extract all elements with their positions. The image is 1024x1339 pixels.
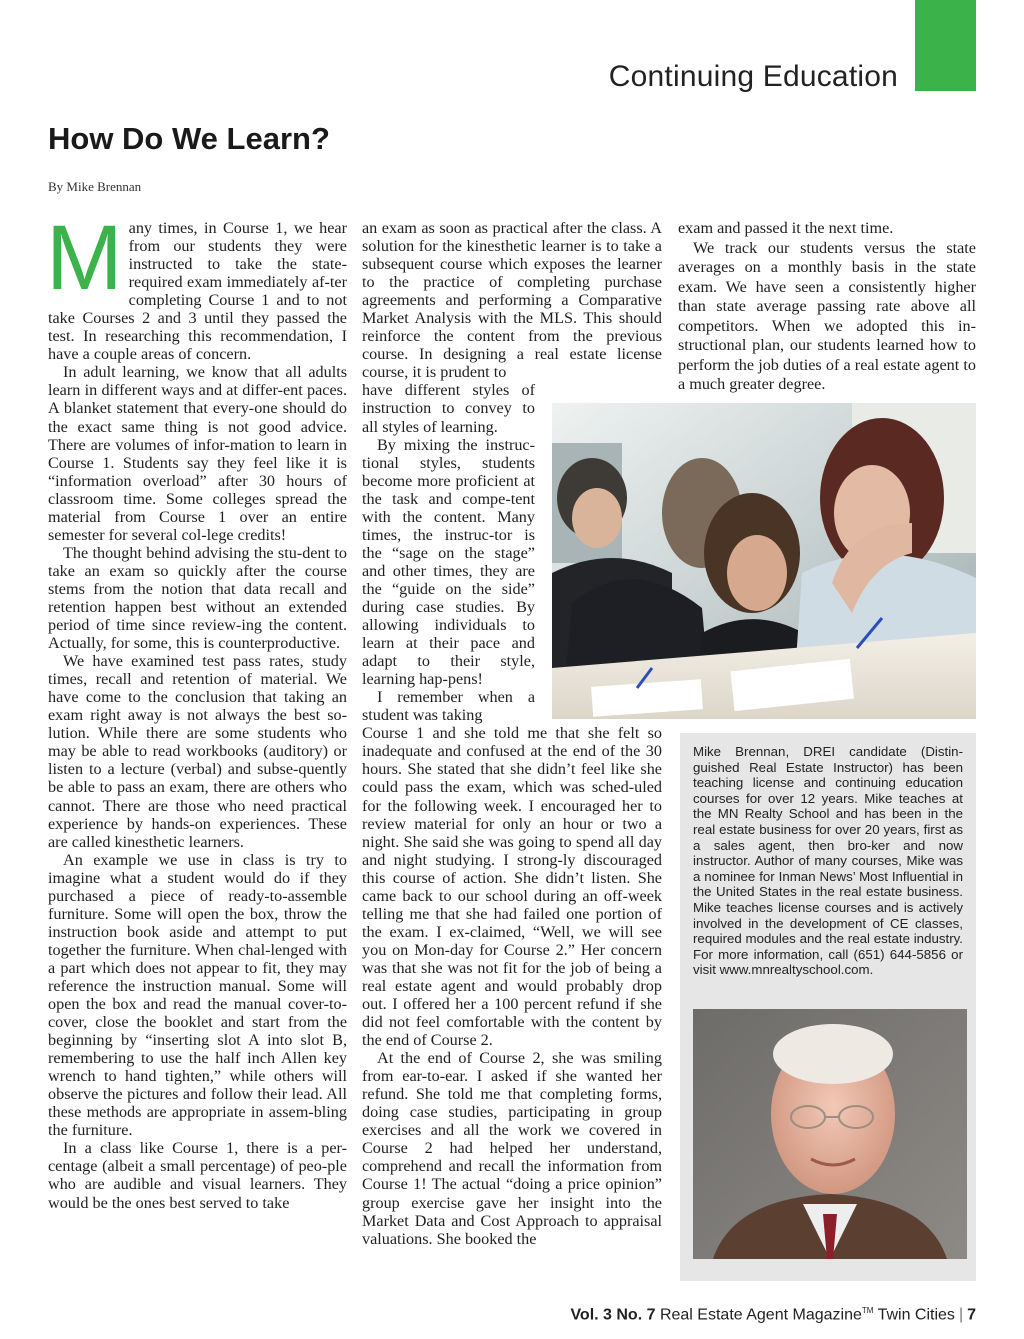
paragraph: By mixing the instruc-tional styles, students become more proficient at the task and compe-tent with the content. Many times, the instruc-tor is the “sage on the stage” and other times, they are the “guide on the side” during case studies. By allowing individuals to learn at their pace and adapt to their style, learning hap-pens! xyxy=(362,435,535,689)
paragraph: an exam as soon as practical after the class. A solution for the kinesthetic learner is to take a subsequent course which exposes the learner to the practice of completing purchase agreements and performing a Comparative Market Analysis with the MLS. This should reinforce the content from the previous course. In designing a real estate license course, it is prudent to xyxy=(362,219,662,382)
footer-magazine: Real Estate Agent Magazine xyxy=(659,1306,862,1324)
byline: By Mike Brennan xyxy=(48,179,142,194)
paragraph: Many times, in Course 1, we hear from our students they were instructed to take the state-required exam immediately af-ter completing Course 1 and to not take Courses 2 and 3 until they passed the test. In researching this recommendation, I have a couple areas of concern. xyxy=(46,207,347,364)
paragraph: We track our students versus the state averages on a monthly basis in the state exam. We have seen a consistently higher than state average passing rate above all competitors. When we adopted this in-structional plan, our students learned how to perform the job duties of a real estate agent to a much greater degree. xyxy=(678,238,976,393)
footer-separator: | xyxy=(958,1306,964,1324)
author-portrait-photo xyxy=(693,1009,967,1259)
article-column-3 xyxy=(678,219,976,395)
paragraph: An example we use in class is try to imagine what a student would do if they purchased a piece of ready-to-assemble furniture. Some will open the box, throw the instruction book aside and attempt to put together the furniture. When chal-lenged with a part which does not appear to fit, they may reference the instruction manual. Some will open the box and read the manual cover-to-cover, close the booklet and start from the beginning by “inserting slot A into slot B, remembering to use the half inch Allen key wrench to hand tighten,” while others will observe the pictures and follow their lead. All these methods are appropriate in assem-bling the furniture. xyxy=(48,850,347,1140)
paragraph: have different styles of instruction to convey to all styles of learning. xyxy=(362,381,535,436)
paragraph: Course 1 and she told me that she felt so inadequate and confused at the end of the 30 hours. She stated that she didn’t feel like she could pass the exam, which was sched-uled for the following week. I encouraged her to review material for only an hour or two a night. She said she was going to spend all day and night studying. I strong-ly discouraged this course of action. She didn’t listen. She came back to our school during an off-week telling me that she had failed one portion of the exam. I ex-claimed, “Well, we will see you on Mon-day for Course 2.” Her concern was that she was not fit for the job of being a real estate agent and would probably drop out. I offered her a 100 percent refund if she did not feel comfortable with the content by the end of Course 2. xyxy=(362,724,662,1050)
page-footer xyxy=(570,1306,976,1324)
article-title: How Do We Learn? xyxy=(48,121,330,156)
page-number: 7 xyxy=(967,1306,976,1324)
article-column-1 xyxy=(46,207,347,1212)
paragraph: I remember when a student was taking xyxy=(362,688,535,725)
footer-edition: Twin Cities xyxy=(877,1306,955,1324)
author-bio-text: Mike Brennan, DREI candidate (Distin-guished Real Estate Instructor) has been teaching license and continuing education courses for over 12 years. Mike teaches at the MN Realty School and has been in the real estate business for over 20 years, first as a sales agent, then bro-ker and now instructor. Author of many courses, Mike was a nominee for Inman News’ Most Influential in the United States in the real estate business. Mike teaches license courses and is actively involved in the development of CE classes, required modules and the real estate industry. For more information, call (651) 644-5856 or visit www.mnrealtyschool.com. xyxy=(693,744,963,978)
section-title: Continuing Education xyxy=(608,60,898,93)
paragraph: We have examined test pass rates, study times, recall and retention of material. We have come to the conclusion that taking an exam right away is not always the best so-lution. While there are some students who may be able to read workbooks (auditory) or listen to a lecture (verbal) and subse-quently be able to pass an exam, there are others who cannot. There are those who need practical experience by hands-on experiences. These are called kinesthetic learners. xyxy=(48,652,347,851)
paragraph: At the end of Course 2, she was smiling from ear-to-ear. I asked if she wanted her refund. She told me that completing forms, doing case studies, participating in group exercises and all the work we covered in Course 2 had helped her understand, comprehend and recall the information from Course 1! The actual “doing a price opinion” group exercise gave her insight into the Market Data and Cost Approach to appraisal valuations. She booked the xyxy=(362,1049,662,1248)
text-wrap-block xyxy=(362,381,535,724)
paragraph: The thought behind advising the stu-dent to take an exam so quickly after the course stems from the notion that data recall and retention happen best without an extended period of time since review-ing the content. Actually, for some, this is counterproductive. xyxy=(48,543,347,653)
students-exam-photo xyxy=(552,403,976,719)
footer-volume: Vol. 3 No. 7 xyxy=(570,1306,656,1324)
paragraph: exam and passed it the next time. xyxy=(678,219,894,237)
paragraph: In adult learning, we know that all adults learn in different ways and at differ-ent paces. A blanket statement that every-one should do the exact same thing is not good advice. There are volumes of infor-mation to learn in Course 1. Students say they feel like it is “information overload” after 30 hours of classroom time. Some colleges spread the material from Course 1 over an entire semester for several col-lege credits! xyxy=(48,363,347,544)
paragraph: In a class like Course 1, there is a per-centage (albeit a small percentage) of peo-ple who are audible and visual learners. They would be the ones best served to take xyxy=(48,1139,347,1212)
drop-cap: M xyxy=(46,207,123,309)
section-color-tab xyxy=(915,0,976,91)
footer-trademark: TM xyxy=(861,1306,874,1315)
article-column-2 xyxy=(362,219,662,1248)
